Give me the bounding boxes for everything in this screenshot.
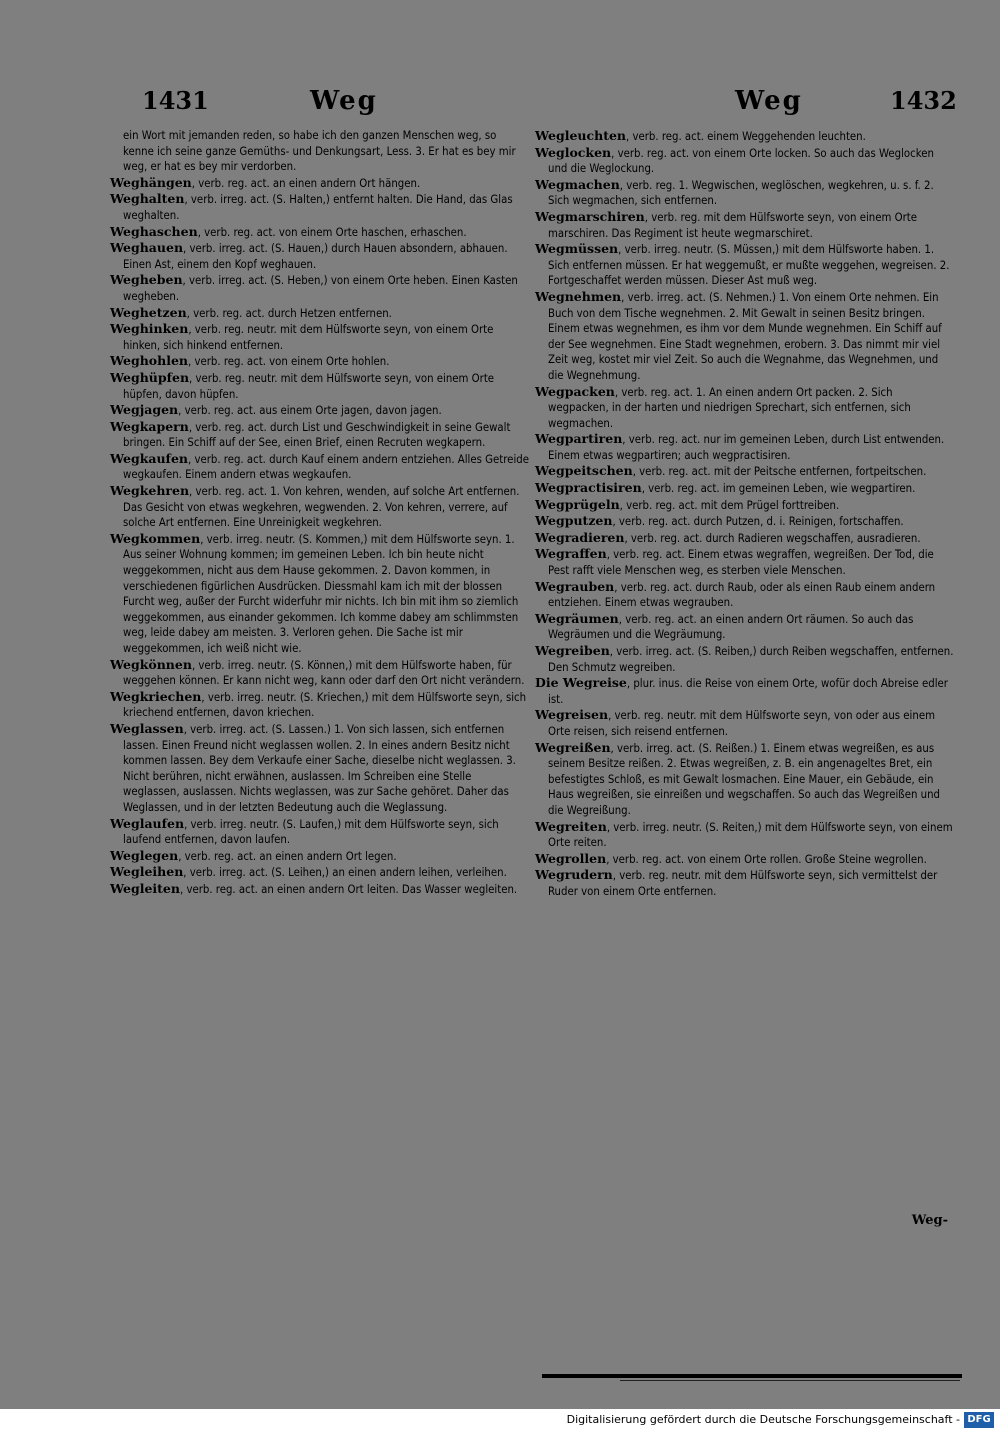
bottom-rule-thin xyxy=(620,1380,960,1381)
entry-definition: , verb. reg. act. an einen andern Ort legen. xyxy=(178,849,397,863)
left-column xyxy=(110,128,530,898)
entry-headword: Weghalten xyxy=(110,191,185,207)
dictionary-entry xyxy=(535,145,955,177)
footer-bar xyxy=(0,1409,1000,1432)
entry-headword: Weghauen xyxy=(110,240,184,256)
entry-definition: , verb. reg. act. aus einem Orte jagen, davon jagen. xyxy=(178,404,442,418)
dictionary-entry xyxy=(110,402,530,419)
dictionary-entry xyxy=(110,864,530,881)
entry-definition: , verb. reg. act. von einem Orte rollen. Große Steine wegrollen. xyxy=(606,852,927,866)
footer-credit: Digitalisierung gefördert durch die Deutsche Forschungsgemeinschaft - xyxy=(566,1413,960,1426)
left-entries xyxy=(110,175,530,898)
entry-headword: Wegraffen xyxy=(535,546,607,562)
dictionary-entry xyxy=(535,497,955,514)
entry-headword: Wegkommen xyxy=(110,530,201,546)
entry-headword: Wegpacken xyxy=(535,383,615,399)
dictionary-entry xyxy=(535,209,955,241)
page-number-right: 1432 xyxy=(890,86,957,115)
entry-headword: Wegleiten xyxy=(110,880,180,896)
entry-headword: Weglegen xyxy=(110,847,179,863)
dfg-logo-icon: DFG xyxy=(964,1412,994,1428)
entry-headword: Wegpractisiren xyxy=(535,480,642,496)
entry-headword: Wegprügeln xyxy=(535,496,620,512)
entry-headword: Wegpartiren xyxy=(535,431,623,447)
continued-text: ein Wort mit jemanden reden, so habe ich den ganzen Menschen weg, so kenne ich seine ganze Gemüths- und Denkungsart, Less. 3. Er hat es bey mir weg, er hat es bey mir verdorben. xyxy=(123,129,516,174)
entry-definition: , verb. reg. act. durch Radieren wegschaffen, ausradieren. xyxy=(624,531,921,545)
dictionary-entry xyxy=(535,675,955,707)
dictionary-entry xyxy=(535,867,955,899)
entry-definition: , verb. reg. act. durch Putzen, d. i. Reinigen, fortschaffen. xyxy=(612,515,904,529)
entry-definition: , verb. reg. act. einem Weggehenden leuchten. xyxy=(626,130,866,143)
running-title-right: Weg xyxy=(735,86,803,116)
dictionary-entry xyxy=(110,657,530,689)
entry-headword: Weglaufen xyxy=(110,815,185,831)
dictionary-entry xyxy=(535,546,955,578)
dictionary-entry xyxy=(535,241,955,289)
entry-headword: Wegrudern xyxy=(535,867,613,883)
entry-headword: Weghetzen xyxy=(110,304,187,320)
entry-definition: , verb. irreg. act. (S. Leihen,) an einen andern leihen, verleihen. xyxy=(183,866,507,880)
dictionary-entry xyxy=(535,611,955,643)
entry-definition: , verb. irreg. act. (S. Heben,) von einem Orte heben. Einen Kasten wegheben. xyxy=(123,274,518,303)
dictionary-entry xyxy=(535,128,955,145)
entry-definition: , verb. reg. neutr. mit dem Hülfsworte seyn, von einem Orte hinken, sich hinkend entfernen. xyxy=(123,323,494,352)
dictionary-entry xyxy=(110,240,530,272)
entry-headword: Wegreiben xyxy=(535,643,610,658)
entry-headword: Wegkehren xyxy=(110,483,190,499)
dictionary-entry xyxy=(535,643,955,675)
entry-headword: Weghaschen xyxy=(110,223,198,239)
entry-definition: , verb. irreg. act. (S. Lassen.) 1. Von sich lassen, sich entfernen lassen. Einen Freund nicht weglassen wollen. 2. In eines andern Besitz nicht kommen lassen. Bey dem Verkaufe einer Sache, dieselbe nicht weglassen. 3. Nicht berühren, nicht erwähnen, auslassen. Im Schreiben eine Stelle weglassen, auslassen. Nichts weglassen, was zur Sache gehöret. Daher das Weglassen, und in der letzten Bedeutung auch die Weglassung. xyxy=(123,722,516,814)
entry-headword: Weglassen xyxy=(110,720,184,736)
entry-definition: , verb. irreg. neutr. (S. Kommen,) mit dem Hülfsworte seyn. 1. Aus seiner Wohnung kommen; im gemeinen Leben. Ich bin heute nicht weggekommen, nicht aus dem Hause gekommen. 2. Davon kommen, in verschiedenen figürlichen Ausdrücken. Diessmahl kam ich mit der blossen Furcht weg, außer der Furcht widerfuhr mir nichts. Ich bin mit ihm so ziemlich weggekommen, aus einander gekommen. Ich komme dabey am schlimmsten weg, leide dabey am meisten. 3. Verloren gehen. Die Sache ist mir weggekommen, ich weiß nicht wie. xyxy=(123,532,519,655)
entry-definition: , verb. irreg. neutr. (S. Müssen,) mit dem Hülfsworte haben. 1. Sich entfernen müssen. Er hat weggemußt, er mußte weggehen, wegreisen. 2. Fortgeschaffet werden müssen. Dieser Ast muß weg. xyxy=(548,243,950,288)
entry-headword: Weghohlen xyxy=(110,353,189,369)
dictionary-entry xyxy=(110,175,530,192)
dictionary-entry xyxy=(110,531,530,657)
entry-headword: Weglocken xyxy=(535,144,612,160)
right-column xyxy=(535,128,955,900)
dictionary-entry xyxy=(535,177,955,209)
entry-definition: , verb. reg. neutr. mit dem Hülfsworte seyn, sich vermittelst der Ruder von einem Orte entfernen. xyxy=(548,869,938,898)
dictionary-entry xyxy=(535,384,955,432)
dictionary-entry xyxy=(110,353,530,370)
entry-definition: , verb. reg. neutr. mit dem Hülfsworte seyn, von oder aus einem Orte reisen, sich reisend entfernen. xyxy=(548,709,935,738)
dictionary-entry xyxy=(110,483,530,531)
dictionary-entry xyxy=(110,689,530,721)
entry-headword: Wegreißen xyxy=(535,739,611,755)
entry-headword: Wegmarschiren xyxy=(535,208,645,224)
entry-headword: Wegputzen xyxy=(535,513,613,529)
entry-definition: , verb. reg. act. an einen andern Ort räumen. So auch das Wegräumen und die Wegräumung. xyxy=(548,612,914,642)
entry-definition: , verb. irreg. act. (S. Halten,) entfernt halten. Die Hand, das Glas weghalten. xyxy=(123,193,513,222)
entry-definition: , verb. irreg. act. (S. Reißen.) 1. Einem etwas wegreißen, es aus seinem Besitze reißen. 2. Etwas wegreißen, z. B. ein angenageltes Bret, ein befestigtes Schloß, es mit Gewalt losmachen. Eine Mauer, ein Gebäude, ein Haus wegreißen, sie einreißen und wegschaffen. So auch das Wegreißen und die Wegreißung. xyxy=(548,741,940,817)
dictionary-entry xyxy=(110,321,530,353)
dictionary-entry xyxy=(110,881,530,898)
dictionary-entry xyxy=(535,707,955,739)
entry-headword: Wegleihen xyxy=(110,864,184,880)
dictionary-entry xyxy=(535,513,955,530)
entry-definition: , verb. reg. act. von einem Orte hohlen. xyxy=(188,355,390,369)
entry-headword: Wegreiten xyxy=(535,818,607,834)
entry-definition: , verb. reg. act. an einen andern Ort hängen. xyxy=(191,176,421,190)
dictionary-entry xyxy=(110,721,530,816)
entry-headword: Wegleuchten xyxy=(535,128,627,143)
dictionary-entry xyxy=(535,819,955,851)
entry-definition: , verb. reg. act. nur im gemeinen Leben, durch List entwenden. Einem etwas wegpartiren; auch wegpractisiren. xyxy=(548,433,945,462)
dictionary-entry xyxy=(110,848,530,865)
entry-definition: , verb. irreg. neutr. (S. Können,) mit dem Hülfsworte haben, für weggehen können. Er kann nicht weg, kann oder darf den Ort nicht verändern. xyxy=(123,658,525,688)
entry-headword: Wegjagen xyxy=(110,402,179,418)
dictionary-entry xyxy=(110,305,530,322)
entry-headword: Wegmüssen xyxy=(535,241,619,257)
entry-headword: Wegrollen xyxy=(535,850,607,866)
entry-headword: Wegradieren xyxy=(535,529,625,545)
entry-definition: , verb. reg. act. durch Kauf einem andern entziehen. Alles Getreide wegkaufen. Einem andern etwas wegkaufen. xyxy=(123,452,529,482)
bottom-rule xyxy=(542,1374,962,1378)
entry-definition: , verb. irreg. neutr. (S. Reiten,) mit dem Hülfsworte seyn, von einem Orte reiten. xyxy=(548,820,953,850)
dictionary-entry xyxy=(535,851,955,868)
entry-definition: , verb. reg. act. 1. Von kehren, wenden, auf solche Art entfernen. Das Gesicht von etwas wegkehren, wegwenden. 2. Von kehren, verrere, auf solche Art entfernen. Eine Unreinigkeit wegkehren. xyxy=(123,485,520,530)
entry-definition: , verb. irreg. act. (S. Nehmen.) 1. Von einem Orte nehmen. Ein Buch von dem Tische wegnehmen. 2. Mit Gewalt in seinen Besitz bringen. Einem etwas wegnehmen, es ihm vor dem Munde wegnehmen. Ein Schiff auf der See wegnehmen. Eine Stadt wegnehmen, erobern. 3. Das nimmt mir viel Zeit weg, kostet mir viel Zeit. So auch die Wegnahme, das Wegnehmen, und die Wegnehmung. xyxy=(548,290,942,382)
entry-definition: , verb. irreg. neutr. (S. Kriechen,) mit dem Hülfsworte seyn, sich kriechend entfernen, davon kriechen. xyxy=(123,690,527,720)
dictionary-entry xyxy=(110,191,530,223)
entry-definition: , verb. reg. act. von einem Orte haschen, erhaschen. xyxy=(197,225,467,239)
dictionary-entry xyxy=(535,289,955,384)
dictionary-entry xyxy=(535,740,955,819)
entry-headword: Weghinken xyxy=(110,321,189,337)
entry-headword: Wegheben xyxy=(110,272,183,288)
catchword: Weg- xyxy=(911,1213,948,1228)
entry-headword: Wegräumen xyxy=(535,610,619,626)
entry-headword: Wegmachen xyxy=(535,176,620,192)
dictionary-entry xyxy=(110,224,530,241)
entry-definition: , verb. reg. act. 1. An einen andern Ort packen. 2. Sich wegpacken, in der harten und niedrigen Sprechart, sich entfernen, sich wegmachen. xyxy=(548,385,911,430)
entry-definition: , verb. reg. 1. Wegwischen, weglöschen, wegkehren, u. s. f. 2. Sich wegmachen, sich entfernen. xyxy=(548,178,934,208)
entry-definition: , verb. reg. act. durch List und Geschwindigkeit in seine Gewalt bringen. Ein Schiff auf der See, einen Brief, einen Recruten wegkapern. xyxy=(123,420,511,450)
entry-definition: , verb. reg. act. von einem Orte locken. So auch das Weglocken und die Weglockung. xyxy=(548,146,934,176)
entry-headword: Wegnehmen xyxy=(535,288,622,304)
entry-definition: , verb. irreg. act. (S. Hauen,) durch Hauen absondern, abhauen. Einen Ast, einem den Kopf weghauen. xyxy=(123,242,508,271)
dictionary-entry xyxy=(535,463,955,480)
dictionary-entry xyxy=(110,370,530,402)
entry-headword: Wegrauben xyxy=(535,578,615,594)
entry-definition: , verb. reg. act. mit der Peitsche entfernen, fortpeitschen. xyxy=(632,465,927,479)
page-number-left: 1431 xyxy=(142,86,209,115)
dictionary-entry xyxy=(110,451,530,483)
entry-headword: Wegkaufen xyxy=(110,450,188,466)
dictionary-entry xyxy=(110,272,530,304)
entry-headword: Wegkriechen xyxy=(110,688,202,704)
entry-definition: , verb. reg. act. durch Raub, oder als einen Raub einem andern entziehen. Einem etwas wegrauben. xyxy=(548,580,936,610)
entry-definition: , verb. reg. act. durch Hetzen entfernen. xyxy=(186,306,392,320)
dictionary-entry xyxy=(110,419,530,451)
dictionary-entry xyxy=(110,816,530,848)
running-title-left: Weg xyxy=(310,86,378,116)
dictionary-entry xyxy=(535,530,955,547)
entry-headword: Wegkapern xyxy=(110,418,189,434)
entry-headword: Die Wegreise xyxy=(535,675,627,691)
entry-headword: Wegkönnen xyxy=(110,656,192,672)
entry-headword: Weghüpfen xyxy=(110,369,190,385)
entry-definition: , verb. reg. act. an einen andern Ort leiten. Das Wasser wegleiten. xyxy=(179,882,518,896)
entry-definition: , verb. reg. act. im gemeinen Leben, wie wegpartiren. xyxy=(641,482,916,496)
entry-headword: Weghängen xyxy=(110,174,192,190)
entry-definition: , verb. reg. act. Einem etwas wegraffen, wegreißen. Der Tod, die Pest rafft viele Menschen weg, es sterben viele Menschen. xyxy=(548,548,934,578)
entry-definition: , verb. reg. mit dem Hülfsworte seyn, von einem Orte marschiren. Das Regiment ist heute wegmarschiret. xyxy=(548,210,918,240)
entry-definition: , verb. reg. neutr. mit dem Hülfsworte seyn, von einem Orte hüpfen, davon hüpfen. xyxy=(123,371,495,401)
entry-definition: , verb. reg. act. mit dem Prügel forttreiben. xyxy=(619,498,840,512)
dictionary-entry xyxy=(535,579,955,611)
entry-definition: , verb. irreg. neutr. (S. Laufen,) mit dem Hülfsworte seyn, sich laufend entfernen, davon laufen. xyxy=(123,817,499,847)
right-entries xyxy=(535,128,955,900)
entry-headword: Wegpeitschen xyxy=(535,463,633,479)
entry-headword: Wegreisen xyxy=(535,707,609,723)
dictionary-entry xyxy=(535,431,955,463)
dictionary-entry xyxy=(535,480,955,497)
entry-definition: , verb. irreg. act. (S. Reiben,) durch Reiben wegschaffen, entfernen. Den Schmutz wegreiben. xyxy=(548,645,954,674)
entry-definition: , plur. inus. die Reise von einem Orte, wofür doch Abreise edler ist. xyxy=(548,677,948,706)
